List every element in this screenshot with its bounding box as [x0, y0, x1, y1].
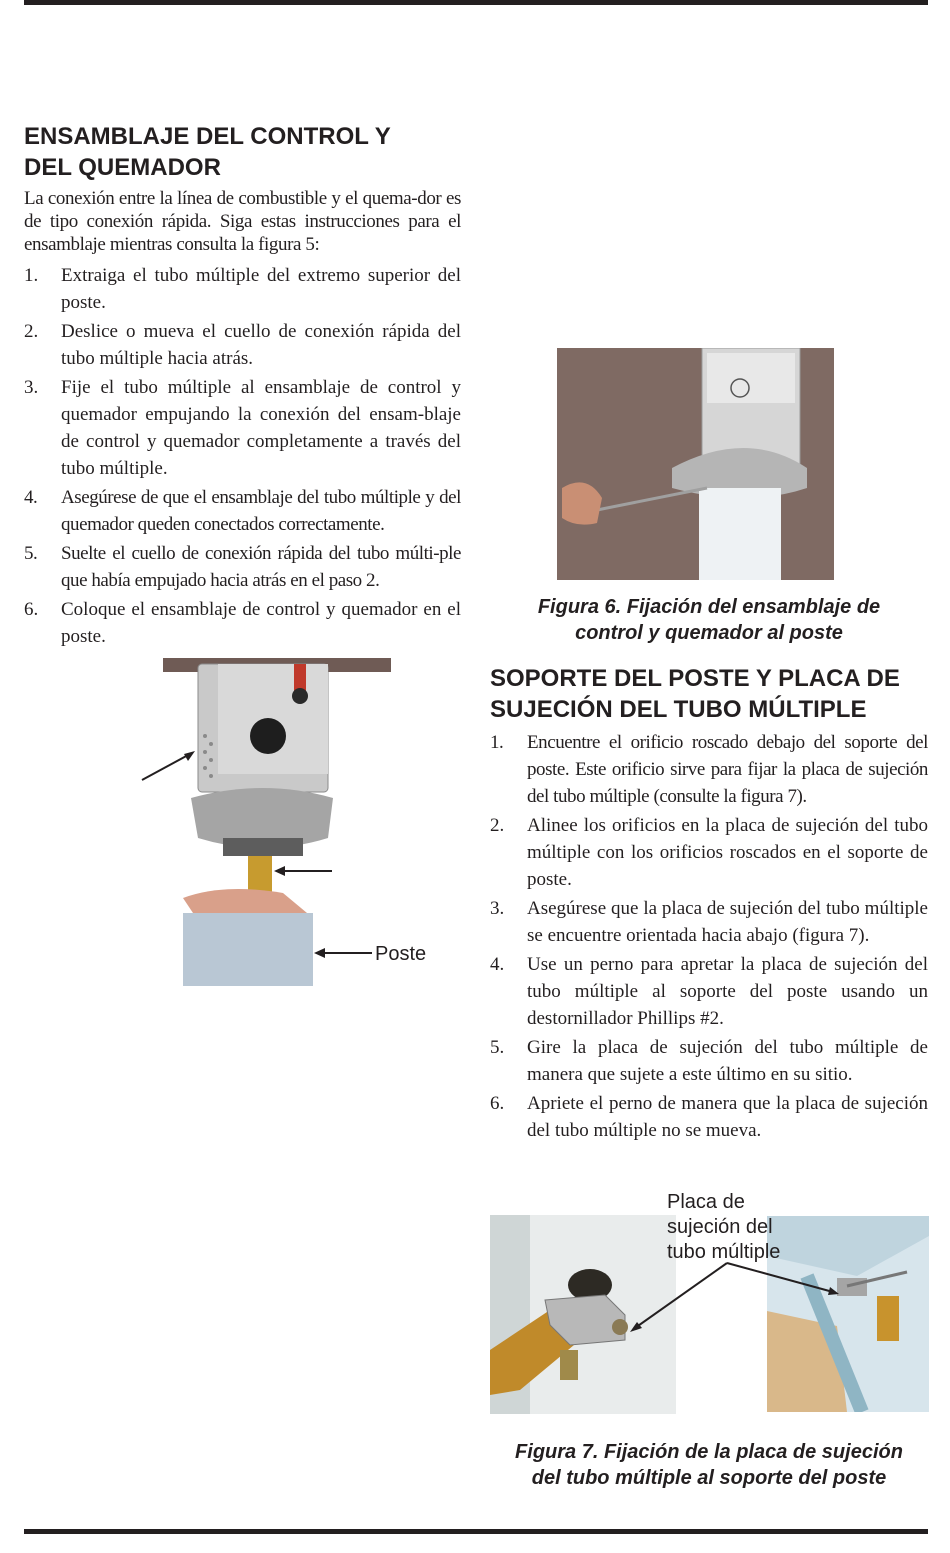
section-title — [24, 121, 461, 183]
step-number: 4. — [24, 487, 38, 508]
step-item — [490, 812, 928, 893]
step-number: 5. — [490, 1037, 505, 1058]
steps-list — [490, 729, 928, 1144]
step-item — [490, 729, 928, 810]
step-number: 6. — [490, 1093, 505, 1114]
step-item — [490, 895, 928, 949]
step-item — [490, 951, 928, 1032]
step-text: Deslice o mueva el cuello de conexión rápida del tubo múltiple hacia atrás. — [61, 321, 461, 369]
step-item — [24, 318, 461, 372]
section-title — [490, 663, 928, 725]
step-item — [24, 484, 461, 538]
intro-paragraph: La conexión entre la línea de combustible y el quema-dor es de tipo conexión rápida. Siga estas instrucciones para el ensamblaje mientras consulta la figura 5: — [24, 188, 461, 255]
section-title-line: SUJECIÓN DEL TUBO MÚLTIPLE — [490, 696, 867, 723]
section-soporte-placa — [490, 663, 928, 1146]
step-item — [24, 262, 461, 316]
label-line: Placa de — [667, 1191, 745, 1213]
top-rule — [24, 0, 928, 5]
caption-line: control y quemador al poste — [575, 622, 843, 644]
step-number: 1. — [24, 265, 39, 286]
section-title-line: SOPORTE DEL POSTE Y PLACA DE — [490, 665, 900, 692]
step-text: Apriete el perno de manera que la placa de sujeción del tubo múltiple no se mueva. — [527, 1093, 928, 1141]
figure-5-label-poste: Poste — [375, 943, 427, 965]
label-line: sujeción del — [667, 1216, 773, 1238]
figure-7-leader-lines — [615, 1258, 855, 1338]
step-item — [490, 1034, 928, 1088]
step-text: Asegúrese que la placa de sujeción del tubo múltiple se encuentre orientada hacia abajo (figura 7). — [527, 898, 928, 946]
step-text: Fije el tubo múltiple al ensamblaje de control y quemador empujando la conexión del ensam-blaje de control y quemador completamente a través del tubo múltiple. — [61, 377, 461, 479]
step-item — [24, 540, 461, 594]
step-item — [490, 1090, 928, 1144]
step-text: Coloque el ensamblaje de control y quemador en el poste. — [61, 599, 461, 647]
step-text: Alinee los orificios en la placa de sujeción del tubo múltiple con los orificios roscados en el soporte de poste. — [527, 815, 928, 890]
section-control-quemador — [24, 121, 461, 652]
bottom-rule — [24, 1529, 928, 1534]
caption-line: Figura 7. Fijación de la placa de sujeción — [515, 1441, 903, 1463]
caption-line: Figura 6. Fijación del ensamblaje de — [537, 596, 881, 618]
step-text: Suelte el cuello de conexión rápida del tubo múlti-ple que había empujado hacia atrás en el paso 2. — [61, 543, 461, 591]
section-title-line: ENSAMBLAJE DEL CONTROL Y — [24, 123, 391, 150]
step-number: 4. — [490, 954, 505, 975]
step-text: Asegúrese de que el ensamblaje del tubo múltiple y del quemador queden conectados correctamente. — [61, 487, 461, 535]
figure-6-photo — [557, 348, 834, 580]
step-number: 1. — [490, 732, 504, 753]
steps-list — [24, 262, 461, 650]
step-number: 6. — [24, 599, 39, 620]
step-number: 3. — [490, 898, 505, 919]
step-number: 3. — [24, 377, 39, 398]
step-text: Extraiga el tubo múltiple del extremo superior del poste. — [61, 265, 461, 313]
figure-7-label — [667, 1190, 780, 1265]
step-number: 2. — [490, 815, 505, 836]
step-item — [24, 596, 461, 650]
figure-7-caption — [490, 1439, 928, 1491]
step-number: 2. — [24, 321, 39, 342]
step-text: Use un perno para apretar la placa de sujeción del tubo múltiple al soporte del poste usando un destornillador Phillips #2. — [527, 954, 928, 1029]
label-line: tubo múltiple — [667, 1241, 781, 1263]
step-text: Encuentre el orificio roscado debajo del soporte del poste. Este orificio sirve para fijar la placa de sujeción del tubo múltiple (consulte la figura 7). — [527, 732, 928, 807]
step-text: Gire la placa de sujeción del tubo múltiple de manera que sujete a este último en su sitio. — [527, 1037, 928, 1085]
step-item — [24, 374, 461, 482]
step-number: 5. — [24, 543, 38, 564]
figure-6-caption — [490, 594, 928, 646]
caption-line: del tubo múltiple al soporte del poste — [531, 1467, 887, 1489]
section-title-line: DEL QUEMADOR — [24, 154, 221, 181]
